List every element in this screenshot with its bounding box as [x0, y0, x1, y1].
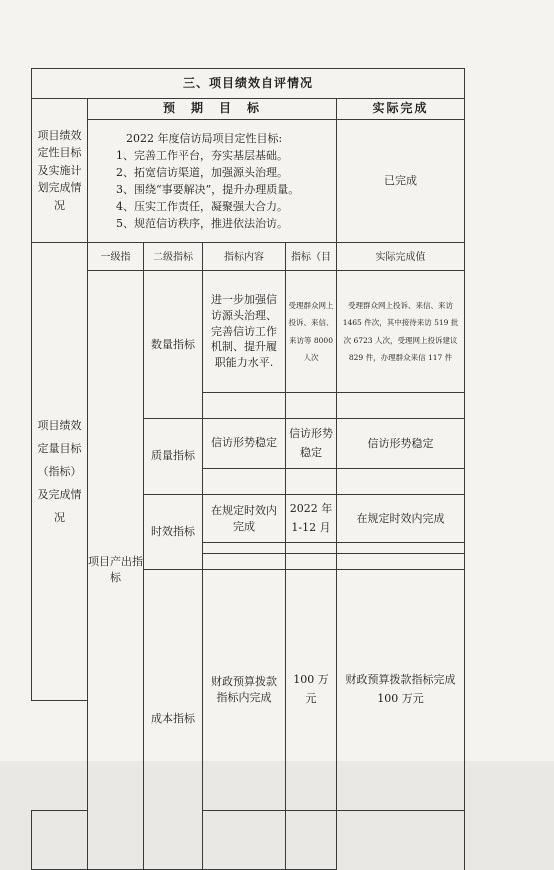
col-header-target: 指标（目: [286, 243, 337, 271]
goal-item: 2、拓宽信访渠道，加强源头治理。: [116, 165, 288, 179]
quality-target: 信访形势稳定: [286, 419, 337, 469]
section-title: 三、项目绩效自评情况: [32, 69, 465, 99]
qualitative-label: 项目绩效定性目标及实施计划完成情况: [32, 99, 88, 243]
quantity-row: [32, 271, 465, 393]
cost-actual: 财政预算拨款指标完成 100 万元: [337, 570, 465, 811]
timeliness-content: 在规定时效内完成: [203, 495, 286, 543]
col-header-level2: 二级指标: [144, 243, 203, 271]
quantity-target: 受理群众网上投诉、来信、来访等 8000 人次: [286, 271, 337, 393]
indicator-header-row: [32, 243, 465, 271]
actual-done-header: 实际完成: [337, 99, 465, 120]
level1-output-indicator: 项目产出指标: [88, 271, 144, 870]
col-header-actual: 实际完成值: [337, 243, 465, 271]
level2-quality: 质量指标: [144, 419, 203, 495]
completion-status: 已完成: [337, 120, 465, 243]
goal-intro: 2022 年度信访局项目定性目标:: [126, 131, 283, 145]
quantitative-label-a: 项目绩效定量目标（指标）及完成情况: [32, 243, 88, 701]
timeliness-actual: 在规定时效内完成: [337, 495, 465, 543]
level2-quantity: 数量指标: [144, 271, 203, 419]
quantity-actual: 受理群众网上投诉、来信、来访 1465 件次，其中接待来访 519 批次 6723 人次，受理网上投诉建议 829 件，办理群众来信 117 件: [337, 271, 465, 393]
goal-item: 1、完善工作平台，夯实基层基础。: [116, 148, 288, 162]
goal-row: [32, 120, 465, 243]
section-title-row: [32, 69, 465, 99]
goal-item: 3、围绕“事要解决”，提升办理质量。: [116, 183, 300, 196]
cost-content: 财政预算拨款指标内完成: [203, 570, 286, 811]
cost-target: 100 万元: [286, 570, 337, 811]
quality-content: 信访形势稳定: [203, 419, 286, 469]
col-header-content: 指标内容: [203, 243, 286, 271]
performance-table: [31, 68, 465, 870]
goal-list: [88, 120, 337, 243]
performance-table-wrapper: [31, 68, 464, 726]
col-header-level1: 一级指: [88, 243, 144, 271]
expected-goal-header: 预 期 目 标: [88, 99, 337, 120]
goal-header-row: [32, 99, 465, 120]
goal-item: 4、压实工作责任，凝聚强大合力。: [116, 200, 288, 214]
level2-cost: 成本指标: [144, 570, 203, 870]
timeliness-target: 2022 年 1-12 月: [286, 495, 337, 543]
level2-timeliness: 时效指标: [144, 495, 203, 570]
quantity-content: 进一步加强信访源头治理、完善信访工作机制、提升履职能力水平.: [203, 271, 286, 393]
quality-actual: 信访形势稳定: [337, 419, 465, 469]
goal-item: 5、规范信访秩序，推进依法治访。: [116, 217, 288, 231]
